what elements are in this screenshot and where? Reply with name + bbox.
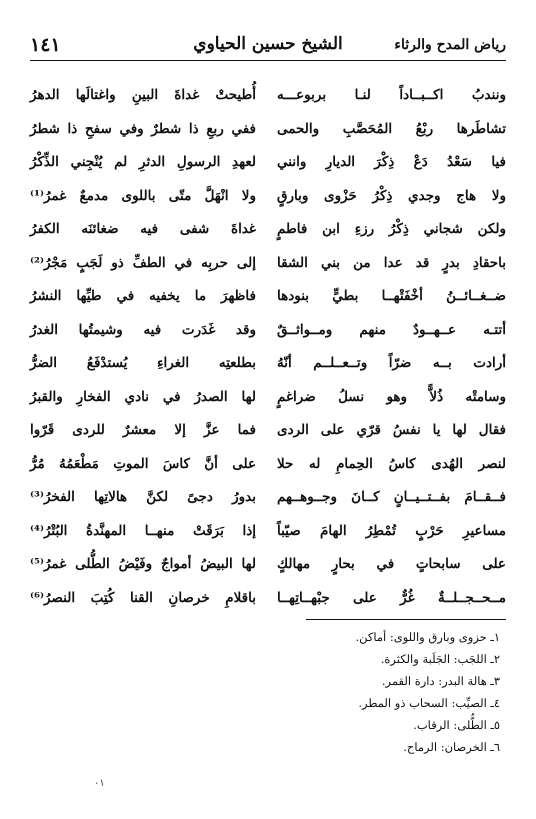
page-header <box>30 30 506 60</box>
verse-first-hemistich: فيا سَعْدُ دَعْ ذِكْرَ الديارِ وانني <box>277 154 506 170</box>
verse-first-hemistich: على سابحاتٍ في بحارٍ مهالكٍ <box>277 556 506 572</box>
verse-first-hemistich: تشاطَرها ربْعُ المُحَصَّبِ والحمى <box>277 120 506 137</box>
verse-second-hemistich: بدورُ دجىً لكنَّ هالاتِها الفخرُ⁽³⁾ <box>30 489 256 505</box>
verse-second-hemistich: لها البيضُ أمواجٌ وفَيْضُ الطُّلى غمرُ⁽⁵⁾ <box>30 556 256 572</box>
verse-first-hemistich: باحقادِ بدرٍ قد عدا من بني الشقا <box>277 254 506 271</box>
verse-second-hemistich: إلى حربِه في الطفِّ ذو لَجَبٍ مَجْرُ⁽²⁾ <box>30 254 256 271</box>
verse-second-hemistich: لها الصدرُ في نادي الفخارِ والقبرُ <box>30 388 256 405</box>
verse-first-hemistich: مــحــجــلــةٌ غُرٌّ على جبْهــاتِهــا <box>277 589 506 606</box>
page-number: ١٤١ <box>30 34 61 56</box>
verse-first-hemistich: فــقــامَ بفــتــيــانٍ كــانَ وجــوهــهم <box>277 489 506 505</box>
footnote: ٥ـ الطُّلى: الرقاب. <box>413 718 500 732</box>
verse-second-hemistich: أُطيحتْ غداةَ البينِ واغتالَها الدهرُ <box>30 87 256 103</box>
verse-second-hemistich: بطلعتِه الغراءِ يُستدْفَعُ الضرُّ <box>30 355 256 371</box>
footnote: ٣ـ هالة البدر: دارة القمر. <box>381 674 500 688</box>
verse-first-hemistich: ونندبُ اكــبــاداً لنـا بربوعـــه <box>277 87 506 103</box>
footnote: ١ـ حزوى وبارق واللوى: أماكن. <box>355 630 500 644</box>
verse-first-hemistich: فقال لها يا نفسُ قرّي على الردى <box>277 422 506 438</box>
header-rule <box>30 60 506 61</box>
verse-second-hemistich: ولا انْهَلَّ متّى باللوى مدمعٌ غمرُ⁽¹⁾ <box>30 187 256 204</box>
verse-second-hemistich: إذا بَرَقَتْ منهــا المهنَّدةُ البُتْرُ⁽⁴⁾ <box>30 522 256 539</box>
verse-first-hemistich: ولكن شجاني ذِكْرُ رزءِ ابن فاطمٍ <box>277 221 506 237</box>
footnote-separator <box>306 619 506 620</box>
verse-second-hemistich: فاظهرَ ما يخفيه في طيِّها النشرُ <box>30 288 256 304</box>
verse-second-hemistich: على أنَّ كاسَ الموتِ مَطْعَمُهُ مُرُّ <box>30 455 256 472</box>
verse-first-hemistich: مساعيرِ حَرْبٍ تُمْطِرُ الهامَ صيّباً <box>277 522 506 539</box>
verse-first-hemistich: ضــغــائــنُ أخْفَتْهــا بطيٍّ بنودها <box>277 288 506 304</box>
verse-second-hemistich: وقد غَدَرت فيه وشيمتُها الغدرُ <box>30 321 256 338</box>
running-author-title: الشيخ حسين الحياوي <box>193 34 343 54</box>
running-section-title: رياض المدح والرثاء <box>394 37 506 53</box>
footnote: ٢ـ اللجَب: الجَلَبة والكثرة. <box>380 652 500 666</box>
verse-second-hemistich: باقلامِ خرصانِ القنا كُتِبَ النصرُ⁽⁶⁾ <box>30 589 256 606</box>
verse-second-hemistich: لعهدِ الرسولِ الدثرِ لم يُنْجِني الذِّكْرُ <box>30 154 256 170</box>
verse-first-hemistich: لنصر الهُدى كاسُ الحِمامِ له حلا <box>277 455 506 472</box>
poem-body <box>30 80 506 616</box>
footnote: ٤ـ الصيِّب: السحاب ذو المطر. <box>358 696 500 710</box>
verse-second-hemistich: ففي ربعِ ذا شطرٌ وفي سفحِ ذا شطرُ <box>30 120 256 137</box>
footnote: ٦ـ الخرصان: الرماح. <box>403 740 500 754</box>
verse-first-hemistich: وسامتْه ذُلاًّ وهو نسلُ ضراغمٍ <box>277 388 506 405</box>
verse-first-hemistich: ولا هاج وجدي ذِكْرُ حَزْوى وبارقٍ <box>277 187 506 204</box>
verse-first-hemistich: أرادت بــه ضرّاً وتــعــلــم أنّهُ <box>277 355 506 371</box>
verse-second-hemistich: فما عزَّ إلا معشرٌ للردى قَرّوا <box>30 422 256 438</box>
folio-mark: ٠١ <box>94 778 105 789</box>
footnotes <box>40 626 500 758</box>
verse-first-hemistich: أتتـه عــهــودٌ منهم ومــواثــقٌ <box>277 321 506 338</box>
verse-second-hemistich: غداةَ شفى فيه ضغائنَه الكفرُ <box>30 221 256 237</box>
